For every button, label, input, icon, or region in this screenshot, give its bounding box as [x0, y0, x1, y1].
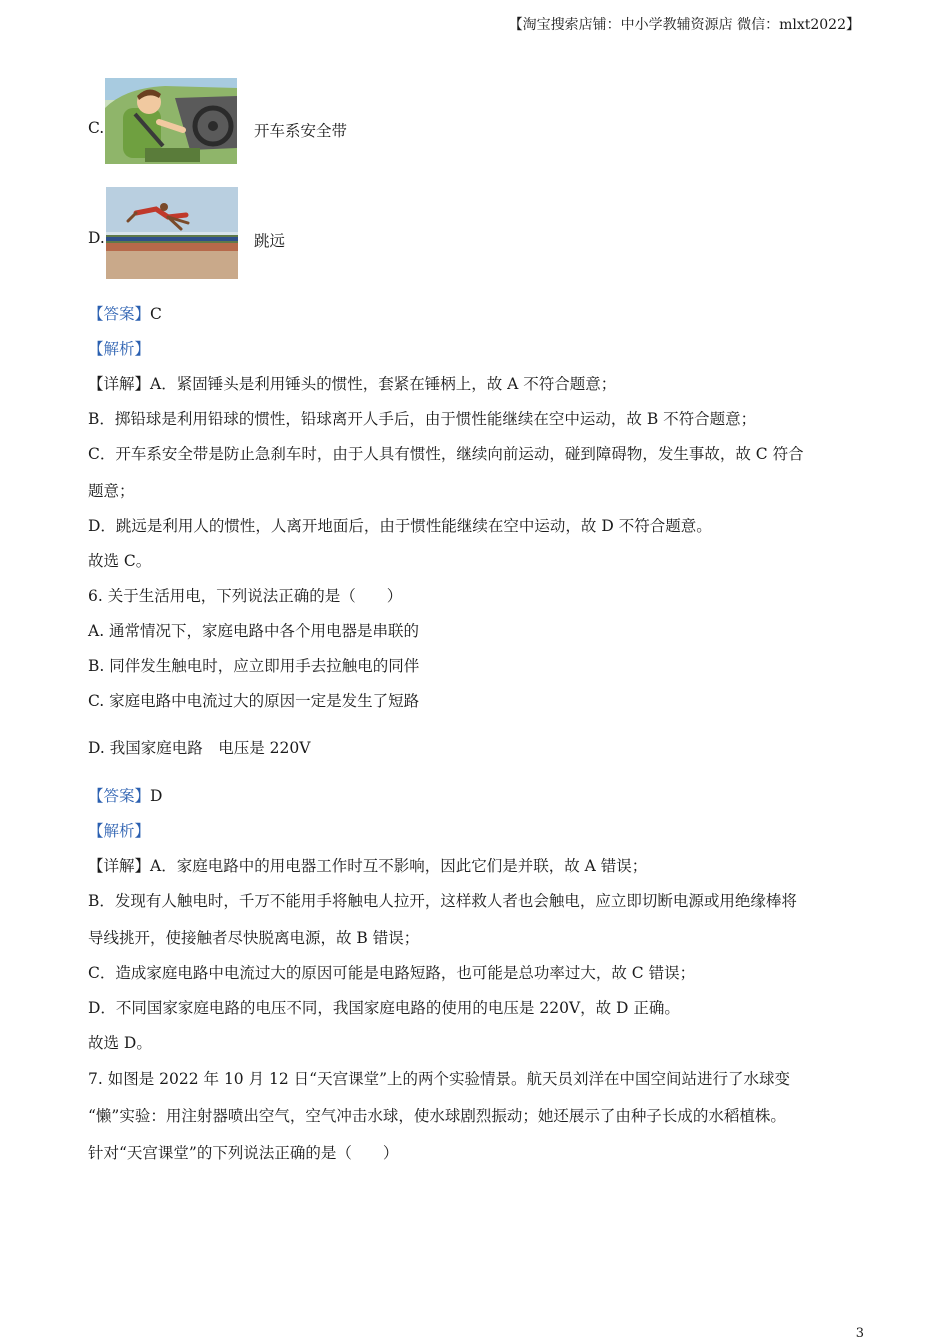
q6-conclusion: 故选 D。	[88, 1034, 152, 1052]
option-d-caption: 跳远	[254, 232, 286, 250]
q5-detail-c-line2: 题意；	[88, 482, 135, 500]
q6-option-a: A. 通常情况下，家庭电路中各个用电器是串联的	[88, 622, 420, 640]
q5-conclusion: 故选 C。	[88, 552, 152, 570]
q6-detail-b-line1: B．发现有人触电时，千万不能用手将触电人拉开，这样救人者也会触电，应立即切断电源或用绝缘棒将	[88, 892, 797, 910]
q6-analysis-tag: 【解析】	[88, 822, 151, 840]
option-d-letter: D.	[88, 229, 105, 247]
q6-detail-b-line2: 导线挑开，使接触者尽快脱离电源，故 B 错误；	[88, 929, 420, 947]
q5-detail-c-line1: C．开车系安全带是防止急刹车时，由于人具有惯性，继续向前运动，碰到障碍物，发生事故，故 C 符合	[88, 445, 804, 463]
q7-stem-line2: “懒”实验：用注射器喷出空气，空气冲击水球，使水球剧烈振动；她还展示了由种子长成的水稻植株。	[88, 1107, 786, 1125]
page-header: 【淘宝搜索店铺：中小学教辅资源店 微信：mlxt2022】	[508, 17, 860, 33]
long-jump-photo-icon	[106, 187, 238, 279]
answer-value: D	[150, 787, 163, 805]
q6-stem: 6. 关于生活用电，下列说法正确的是（ ）	[88, 587, 403, 605]
q6-option-d: D. 我国家庭电路 电压是 220V	[88, 739, 311, 757]
option-c-caption: 开车系安全带	[254, 122, 348, 140]
option-c-letter: C.	[88, 119, 105, 137]
q6-option-b: B. 同伴发生触电时，应立即用手去拉触电的同伴	[88, 657, 420, 675]
q6-answer	[88, 784, 162, 806]
detail-tag: 【详解】	[88, 857, 151, 875]
q6-detail-d: D．不同国家家庭电路的电压不同，我国家庭电路的使用的电压是 220V，故 D 正确。	[88, 999, 680, 1017]
page-number: 3	[855, 1326, 864, 1341]
q6-detail-c: C．造成家庭电路中电流过大的原因可能是电路短路，也可能是总功率过大，故 C 错误；	[88, 964, 696, 982]
answer-value: C	[150, 305, 162, 323]
q7-stem-line1: 7. 如图是 2022 年 10 月 12 日“天宫课堂”上的两个实验情景。航天员刘洋在中国空间站进行了水球变	[88, 1070, 791, 1088]
seatbelt-driver-illustration-icon	[105, 78, 237, 164]
answer-tag: 【答案】	[88, 305, 151, 323]
q6-detail-a	[88, 854, 647, 876]
q7-stem-line3: 针对“天宫课堂”的下列说法正确的是（ ）	[88, 1144, 399, 1162]
detail-text: A．家庭电路中的用电器工作时互不影响，因此它们是并联，故 A 错误；	[150, 857, 648, 875]
q5-answer	[88, 302, 162, 324]
q5-detail-d: D．跳远是利用人的惯性，人离开地面后，由于惯性能继续在空中运动，故 D 不符合题意。	[88, 517, 712, 535]
q5-detail-a	[88, 372, 616, 394]
q5-analysis-tag: 【解析】	[88, 340, 151, 358]
detail-text: A．紧固锤头是利用锤头的惯性，套紧在锤柄上，故 A 不符合题意；	[150, 375, 617, 393]
q6-option-c: C. 家庭电路中电流过大的原因一定是发生了短路	[88, 692, 420, 710]
detail-tag: 【详解】	[88, 375, 151, 393]
q5-detail-b: B．掷铅球是利用铅球的惯性，铅球离开人手后，由于惯性能继续在空中运动，故 B 不符合题意；	[88, 410, 757, 428]
answer-tag: 【答案】	[88, 787, 151, 805]
